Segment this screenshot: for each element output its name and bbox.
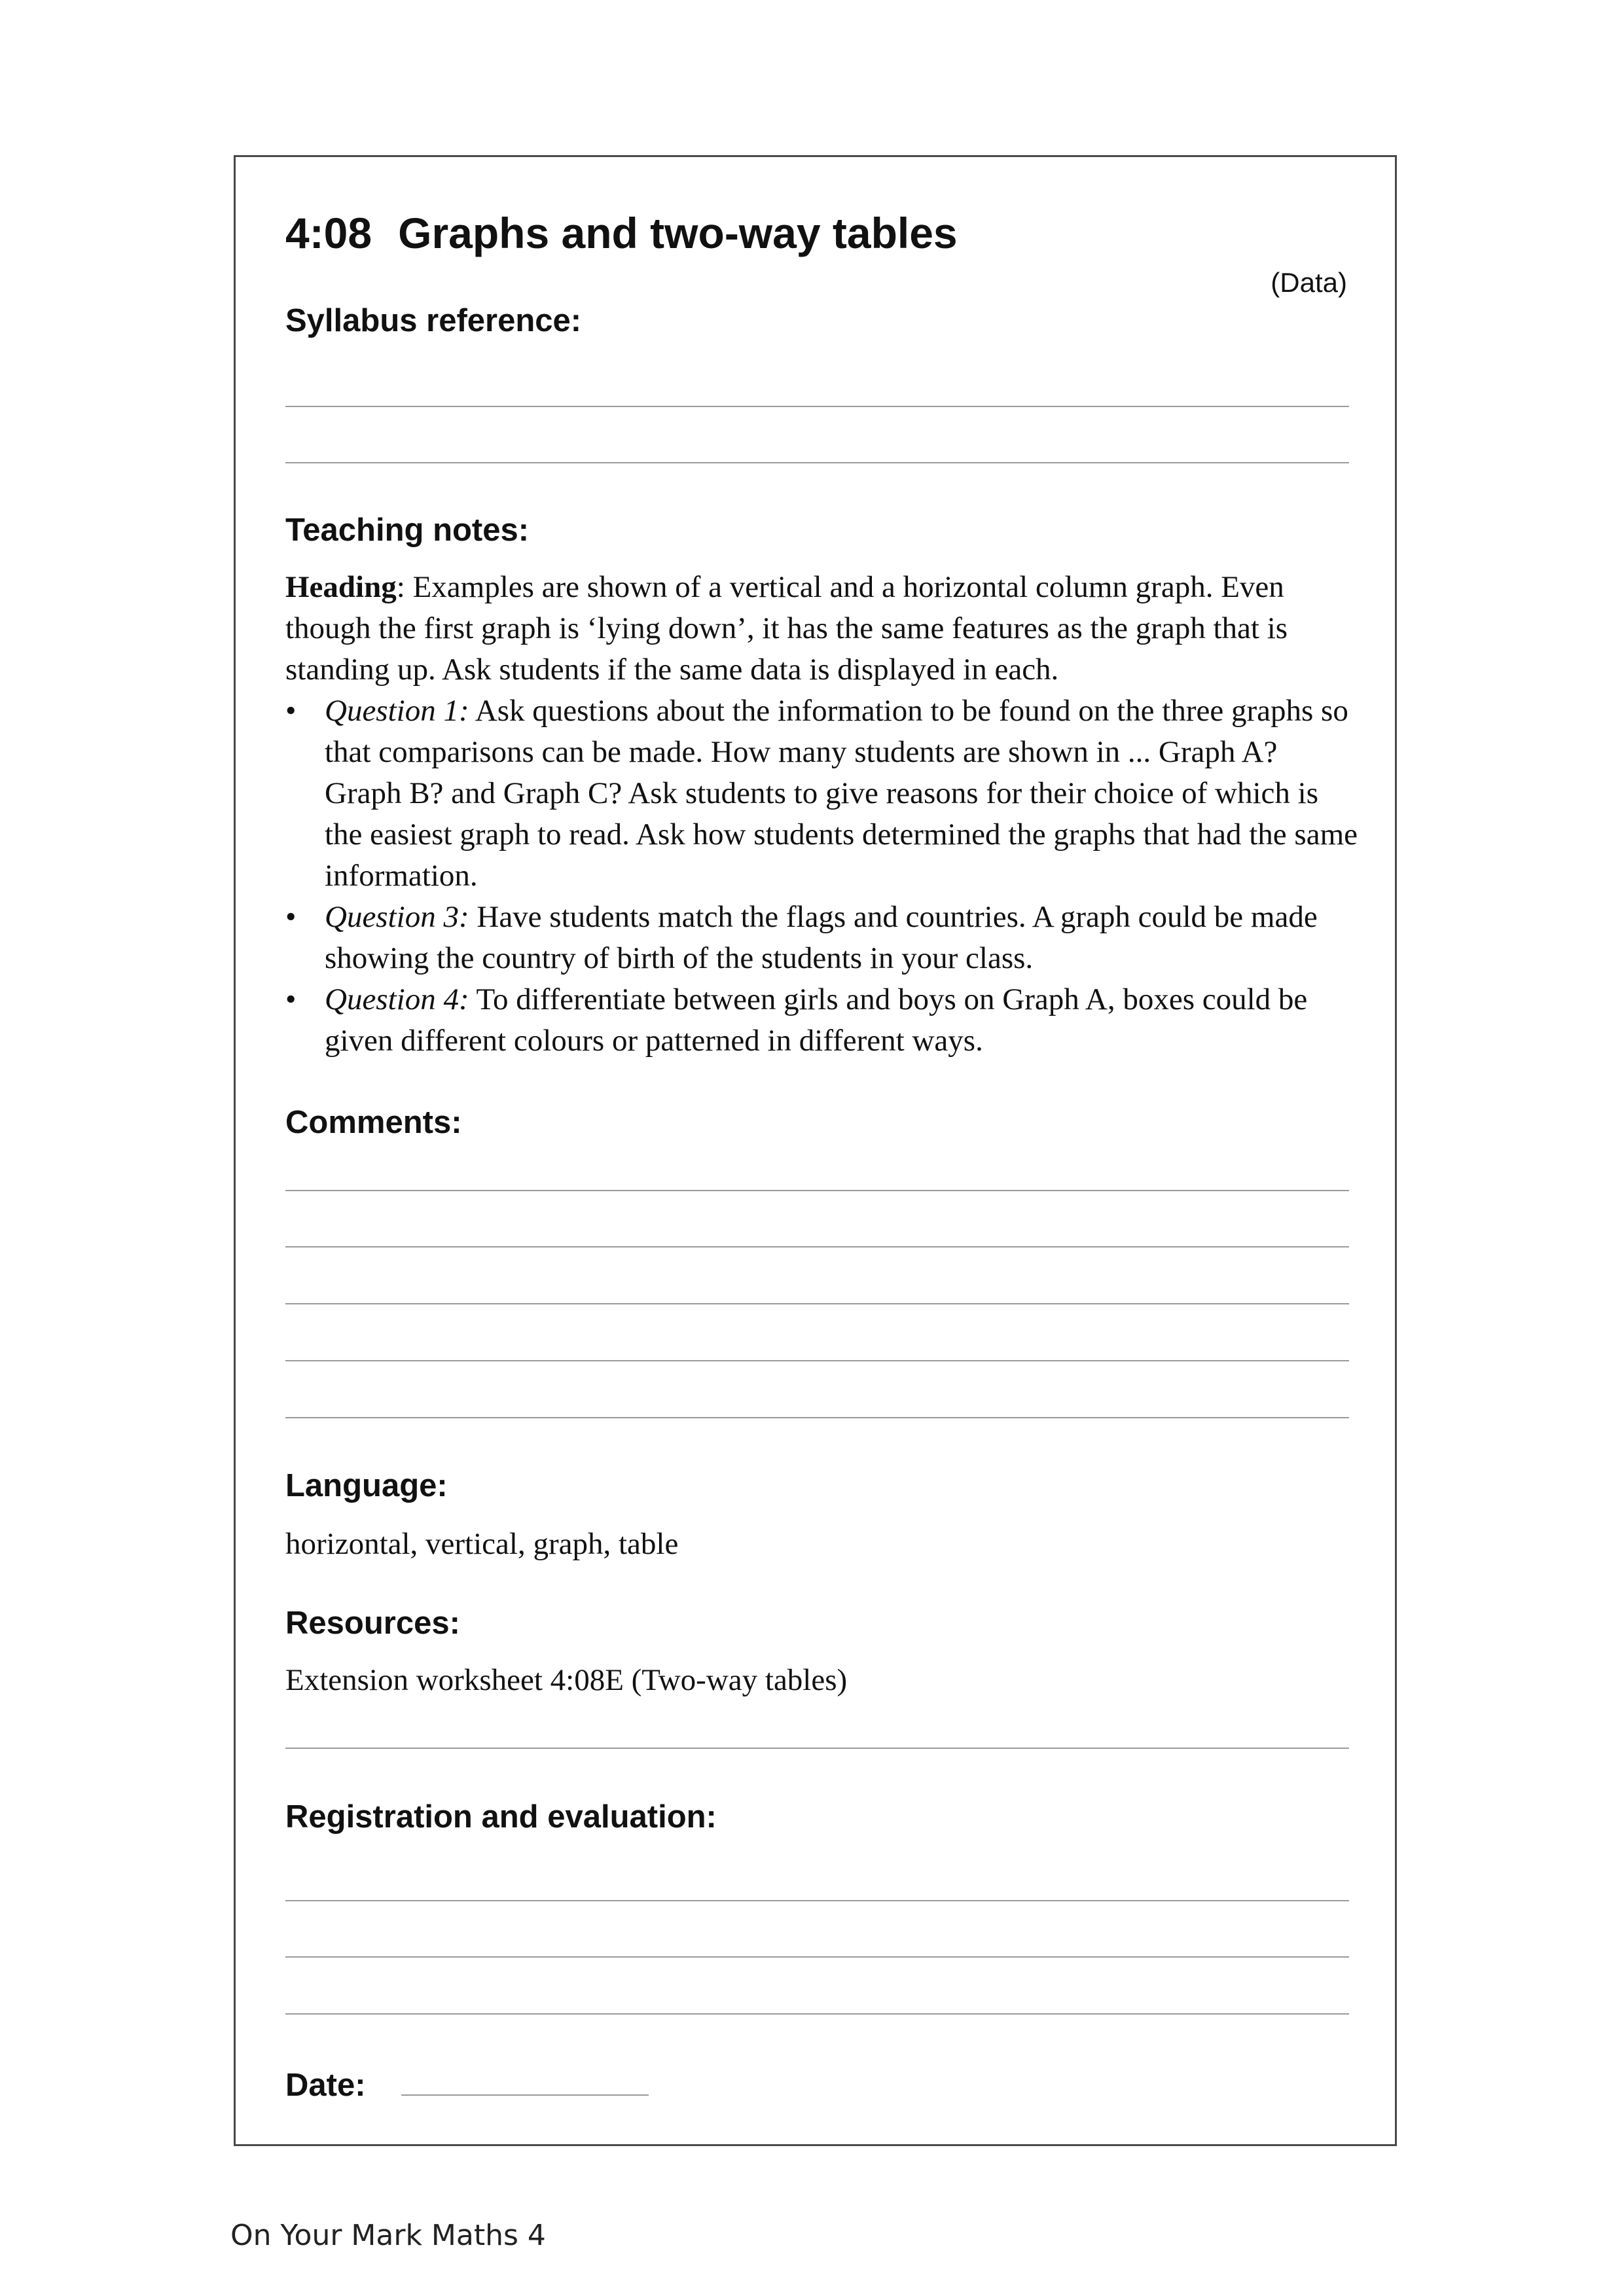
comments-heading: Comments: — [285, 1105, 462, 1140]
date-label: Date: — [285, 2068, 366, 2103]
syllabus-heading: Syllabus reference: — [285, 303, 582, 338]
bullet-icon: • — [285, 982, 297, 1016]
comments-line-4[interactable] — [285, 1360, 1349, 1361]
teaching-notes-heading: Teaching notes: — [285, 512, 530, 548]
lesson-title: Graphs and two-way tables — [398, 209, 958, 257]
teaching-intro — [285, 567, 1359, 691]
registration-line-1[interactable] — [285, 1900, 1349, 1901]
teaching-bullet-list — [285, 691, 1359, 1062]
bullet-label: Question 1: — [325, 694, 469, 728]
resources-text: Extension worksheet 4:08E (Two-way tables) — [285, 1663, 848, 1697]
resources-line[interactable] — [285, 1748, 1349, 1749]
footer-book-title: On Your Mark Maths 4 — [230, 2219, 546, 2252]
resources-heading: Resources: — [285, 1605, 460, 1641]
comments-line-5[interactable] — [285, 1417, 1349, 1418]
date-field[interactable] — [401, 2094, 649, 2096]
registration-heading: Registration and evaluation: — [285, 1799, 717, 1835]
teaching-lead-label: Heading — [285, 570, 397, 604]
bullet-text: Have students match the flags and countries. A graph could be made showing the country of birth of the students in your class. — [325, 900, 1318, 975]
bullet-icon: • — [285, 900, 297, 934]
strand-tag: (Data) — [1271, 267, 1347, 298]
registration-line-3[interactable] — [285, 2013, 1349, 2015]
registration-line-2[interactable] — [285, 1956, 1349, 1958]
language-heading: Language: — [285, 1468, 448, 1503]
comments-line-1[interactable] — [285, 1190, 1349, 1191]
bullet-text: Ask questions about the information to be found on the three graphs so that comparisons can be made. How many students are shown in ... Graph A? Graph B? and Graph C? Ask students to give reasons for their choice of which is the easiest graph to read. Ask how students determined the graphs that had the same information. — [325, 694, 1358, 893]
list-item — [285, 691, 1359, 897]
comments-line-2[interactable] — [285, 1246, 1349, 1247]
bullet-label: Question 4: — [325, 982, 469, 1016]
bullet-label: Question 3: — [325, 900, 469, 934]
page-frame — [234, 155, 1397, 2146]
page-title — [285, 208, 958, 258]
teaching-lead-text: : Examples are shown of a vertical and a horizontal column graph. Even though the first graph is ‘lying down’, it has the same features as the graph that is standing up. Ask students if the same data is displayed in each. — [285, 570, 1288, 687]
comments-line-3[interactable] — [285, 1303, 1349, 1304]
lesson-number: 4:08 — [285, 209, 372, 257]
bullet-icon: • — [285, 694, 297, 728]
teaching-notes-body — [285, 567, 1359, 1062]
list-item — [285, 979, 1359, 1062]
syllabus-line-2[interactable] — [285, 462, 1349, 463]
syllabus-line-1[interactable] — [285, 406, 1349, 407]
bullet-text: To differentiate between girls and boys on Graph A, boxes could be given different colours or patterned in different ways. — [325, 982, 1308, 1058]
list-item — [285, 897, 1359, 979]
language-text: horizontal, vertical, graph, table — [285, 1527, 679, 1561]
